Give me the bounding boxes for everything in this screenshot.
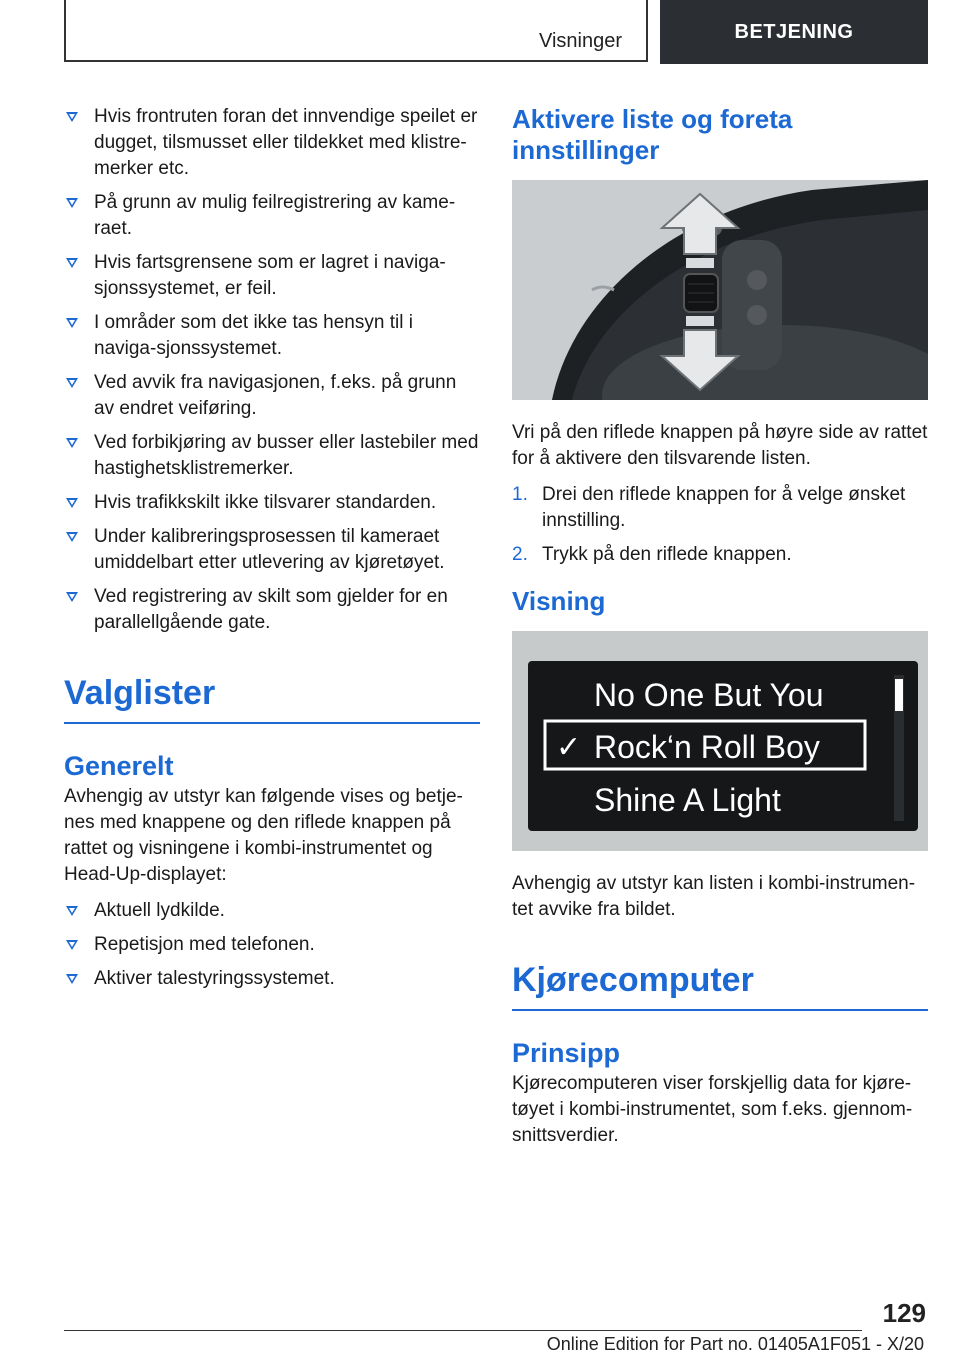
list-item: Ved avvik fra navigasjonen, f.eks. på grunn av endret veiføring. xyxy=(64,370,480,422)
list-item: 1. Drei den riflede knappen for å velge ønsket innstilling. xyxy=(512,484,906,531)
display-scrollbar-thumb xyxy=(895,679,903,711)
bullet-triangle-icon xyxy=(66,438,78,448)
bullet-triangle-icon xyxy=(66,318,78,328)
heading-aktivere-liste: Aktivere liste og foreta innstillinger xyxy=(512,104,793,165)
steering-wheel-image xyxy=(512,180,928,400)
bullet-triangle-icon xyxy=(66,112,78,122)
display-items-list xyxy=(64,898,480,992)
right-column xyxy=(512,104,928,1159)
list-item: Aktuell lydkilde. xyxy=(64,898,480,924)
list-item: Aktiver talestyringssystemet. xyxy=(64,966,480,992)
bullet-triangle-icon xyxy=(66,940,78,950)
display-list-illustration xyxy=(512,631,928,851)
bullet-triangle-icon xyxy=(66,498,78,508)
bullet-triangle-icon xyxy=(66,974,78,984)
bullet-triangle-icon xyxy=(66,532,78,542)
visning-paragraph: Avhengig av utstyr kan listen i kombi-instrumen-tet avvike fra bildet. xyxy=(512,873,916,920)
list-item: Repetisjon med telefonen. xyxy=(64,932,480,958)
list-item: 2. Trykk på den riflede knappen. xyxy=(512,544,792,565)
bullet-triangle-icon xyxy=(66,592,78,602)
bullet-triangle-icon xyxy=(66,258,78,268)
section-title-kjorecomputer: Kjørecomputer xyxy=(512,959,928,1011)
section-title-valglister: Valglister xyxy=(64,672,480,724)
display-item-2: Rock‘n Roll Boy xyxy=(594,729,820,765)
list-item: I områder som det ikke tas hensyn til i naviga-sjonssystemet. xyxy=(64,310,480,362)
steering-wheel-illustration xyxy=(512,180,928,400)
bullet-triangle-icon xyxy=(66,378,78,388)
footer-edition: Online Edition for Part no. 01405A1F051 - X/20 xyxy=(546,1334,924,1354)
subsection-title-generelt: Generelt xyxy=(64,751,174,781)
display-image xyxy=(512,631,928,851)
list-item: Ved forbikjøring av busser eller lastebiler med hastighetsklistremerker. xyxy=(64,430,480,482)
prinsipp-paragraph: Kjørecomputeren viser forskjellig data for kjøre-tøyet i kombi-instrumentet, som f.eks. gjennom-snittsverdier. xyxy=(512,1073,913,1146)
page-number: 129 xyxy=(882,1298,926,1328)
check-icon: ✓ xyxy=(556,730,582,765)
header-chapter-tab: BETJENING xyxy=(660,0,928,64)
list-item: Hvis fartsgrensene som er lagret i naviga-sjonssystemet, er feil. xyxy=(64,250,480,302)
subsection-title-prinsipp: Prinsipp xyxy=(512,1038,621,1068)
display-item-1: No One But You xyxy=(594,677,824,713)
header-frame xyxy=(64,0,648,62)
list-item: Hvis trafikkskilt ikke tilsvarer standarden. xyxy=(64,490,480,516)
steps-list xyxy=(512,482,928,568)
list-item: Ved registrering av skilt som gjelder for en parallellgående gate. xyxy=(64,584,480,636)
list-item: Hvis frontruten foran det innvendige speilet er dugget, tilsmusset eller tildekket med klistre-merker etc. xyxy=(64,104,480,182)
left-column xyxy=(64,104,480,1000)
list-item: På grunn av mulig feilregistrering av kame-raet. xyxy=(64,190,480,242)
heading-visning: Visning xyxy=(512,586,606,616)
bullet-triangle-icon xyxy=(66,906,78,916)
page-header xyxy=(64,0,928,64)
footer-divider xyxy=(64,1330,862,1331)
header-section-title: Visninger xyxy=(538,30,622,52)
aktivere-paragraph: Vri på den riflede knappen på høyre side av rattet for å aktivere den tilsvarende listen. xyxy=(512,422,928,469)
display-item-3: Shine A Light xyxy=(594,782,781,818)
generelt-paragraph: Avhengig av utstyr kan følgende vises og betje-nes med knappene og den riflede knappen på rattet og visningene i kombi-instrumentet og Head-Up-displayet: xyxy=(64,786,463,885)
list-item: Under kalibreringsprosessen til kameraet umiddelbart etter utlevering av kjøretøyet. xyxy=(64,524,480,576)
bullet-triangle-icon xyxy=(66,198,78,208)
condition-list xyxy=(64,104,480,636)
